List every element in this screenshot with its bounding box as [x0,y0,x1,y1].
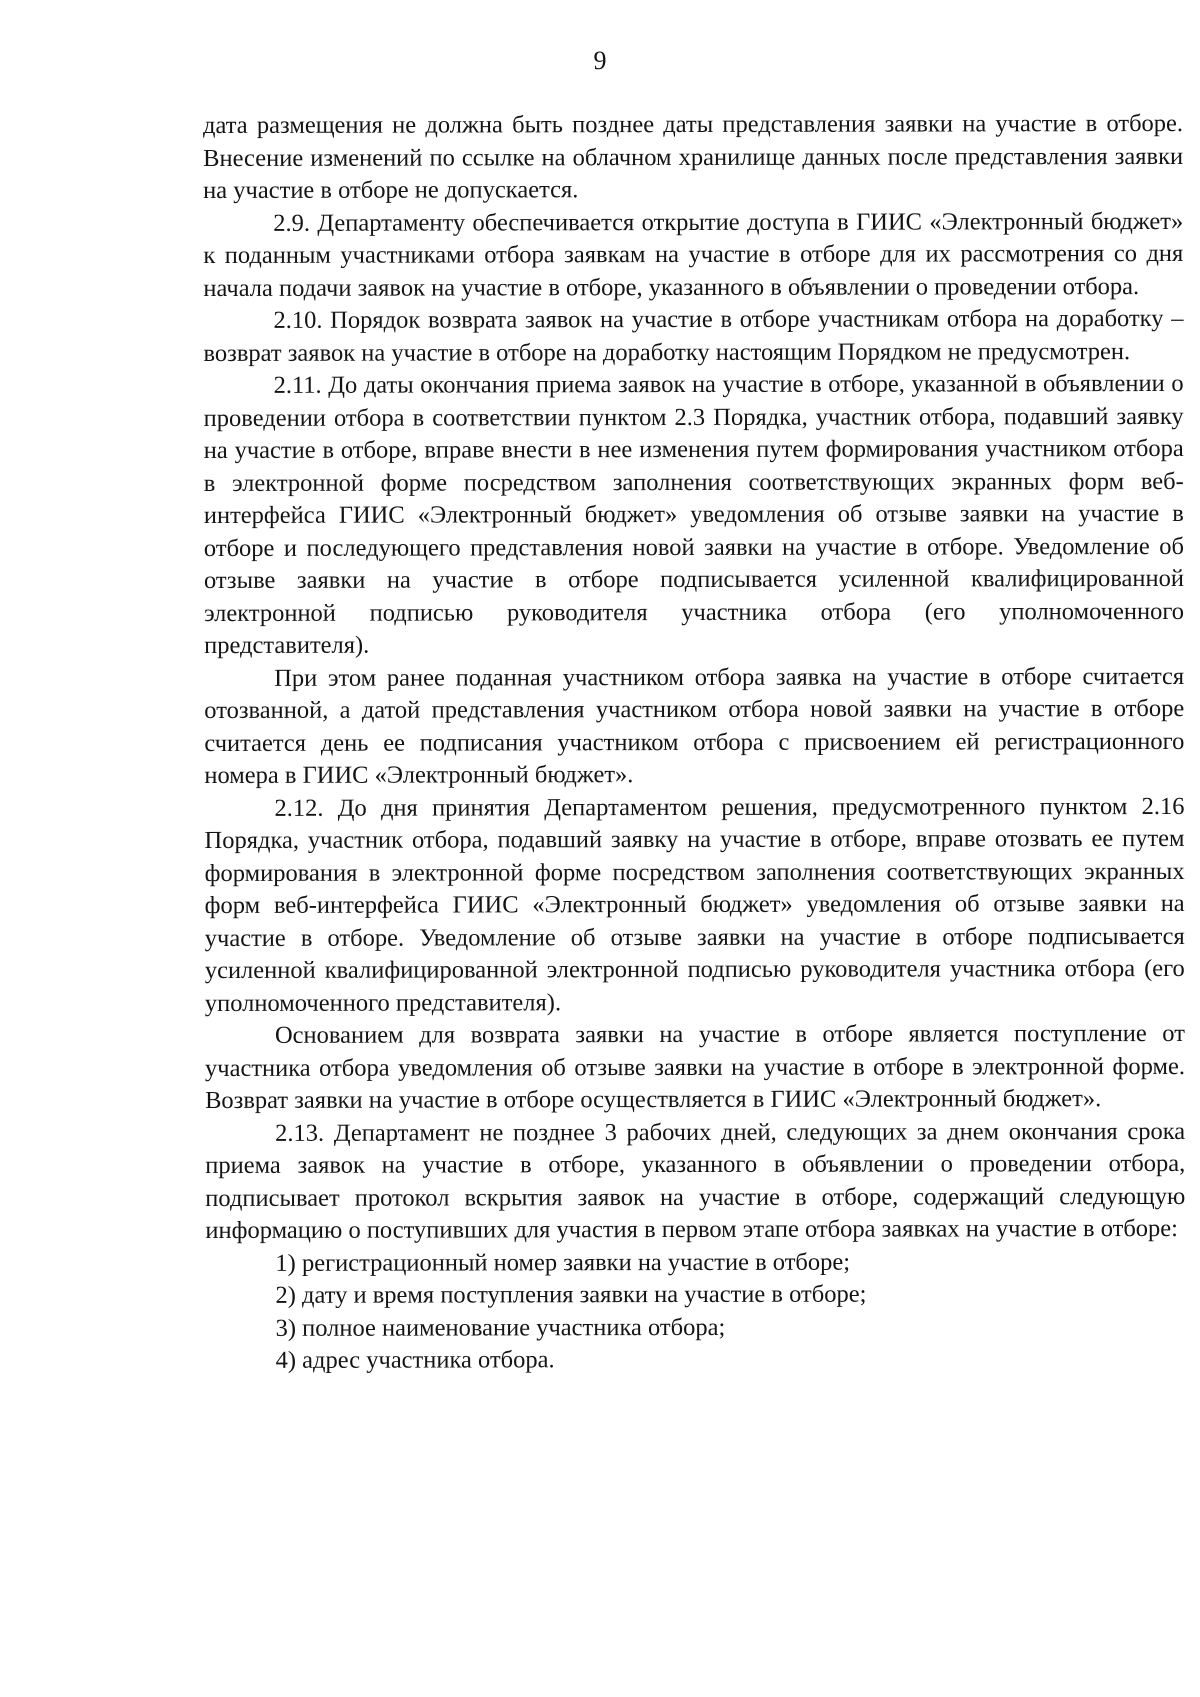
paragraph-2-11-continued: При этом ранее поданная участником отбора заявка на участие в отборе считается отозванной, а датой представления участником отбора новой заявки на участие в отборе считается день ее подписания участником отбора с присвоением ей регистрационного номера в ГИИС «Электронный бюджет». [204,662,1185,789]
list-item: 3) полное наименование участника отбора; [275,1313,726,1342]
paragraph-2-13: 2.13. Департамент не позднее 3 рабочих дней, следующих за днем окончания срока приема заявок на участие в отборе, указанного в объявлении о проведении отбора, подписывает протокол вскрытия заявок на участие в отборе, содержащий следующую информацию о поступивших для участия в первом этапе отбора заявках на участие в отборе: [205,1117,1186,1244]
paragraph-continuation: дата размещения не должна быть позднее даты представления заявки на участие в отборе. Внесение изменений по ссылке на облачном хранилище данных после представления заявки на участие в отборе не допускается. [203,109,1184,204]
page-number: 9 [593,46,607,75]
list-item: 2) дату и время поступления заявки на участие в отборе; [275,1280,867,1309]
list-item: 4) адрес участника отбора. [275,1346,555,1374]
paragraph-2-10: 2.10. Порядок возврата заявок на участие в отборе участникам отбора на доработку – возврат заявок на участие в отборе на доработку настоящим Порядком не предусмотрен. [203,304,1184,367]
paragraph-2-12-continued: Основанием для возврата заявки на участие в отборе является поступление от участника отбора уведомления об отзыве заявки на участие в отборе в электронной форме. Возврат заявки на участие в отборе осуществляется в ГИИС «Электронный бюджет». [204,1019,1186,1114]
paragraph-2-11: 2.11. До даты окончания приема заявок на участие в отборе, указанной в объявлении о проведении отбора в соответствии пунктом 2.3 Порядка, участник отбора, подавший заявку на участие в отборе, вправе внести в нее изменения путем формирования участником отбора в электронной форме посредством заполнения соответствующих экранных форм веб-интерфейса ГИИС «Электронный бюджет» уведомления об отзыве заявки на участие в отборе и последующего представления новой заявки на участие в отборе. Уведомление об отзыве заявки на участие в отборе подписывается усиленной квалифицированной электронной подписью руководителя участника отбора (его уполномоченного представителя). [203,369,1185,659]
paragraph-2-12: 2.12. До дня принятия Департаментом решения, предусмотренного пунктом 2.16 Порядка, участник отбора, подавший заявку на участие в отборе, вправе отозвать ее путем формирования в электронной форме посредством заполнения соответствующих экранных форм веб-интерфейса ГИИС «Электронный бюджет» уведомления об отзыве заявки на участие в отборе. Уведомление об отзыве заявки на участие в отборе подписывается усиленной квалифицированной электронной подписью руководителя участника отбора (его уполномоченного представителя). [204,792,1185,1017]
paragraph-2-9: 2.9. Департаменту обеспечивается открытие доступа в ГИИС «Электронный бюджет» к поданным участниками отбора заявкам на участие в отборе для их рассмотрения со дня начала подачи заявок на участие в отборе, указанного в объявлении о проведении отбора. [203,207,1184,302]
document-body [203,108,1186,1378]
list-item: 1) регистрационный номер заявки на участие в отборе; [275,1248,851,1277]
